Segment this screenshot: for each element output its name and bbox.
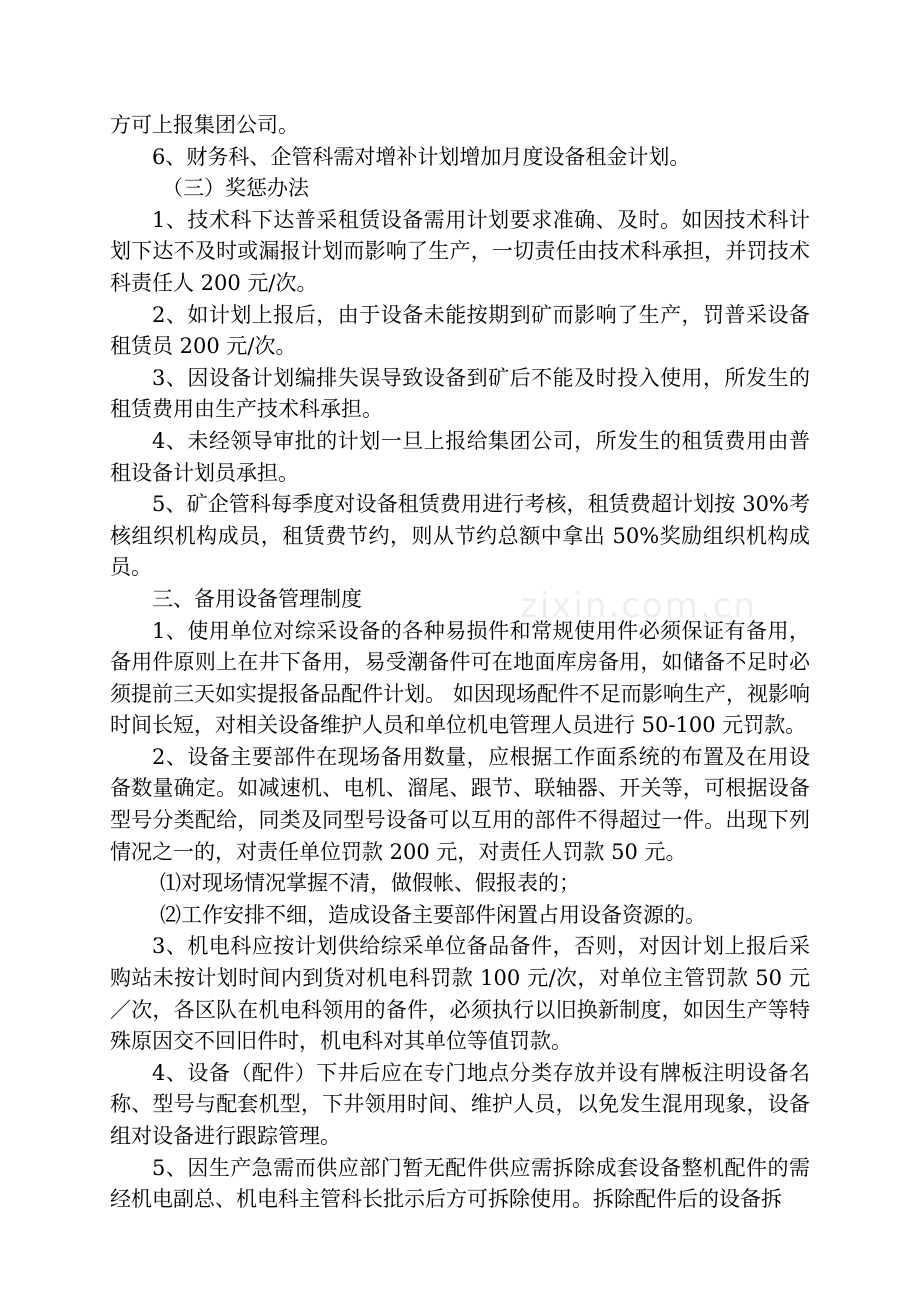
paragraph-reward-1: 1、技术科下达普采租赁设备需用计划要求准确、及时。如因技术科计划下达不及时或漏报计划而影响了生产，一切责任由技术科承担，并罚技术科责任人 200 元/次。 [110, 207, 810, 295]
paragraph-reward-2: 2、如计划上报后，由于设备未能按期到矿而影响了生产，罚普采设备租赁员 200 元/次。 [110, 302, 810, 359]
paragraph-spare-2-case-2: ⑵工作安排不细，造成设备主要部件闲置占用设备资源的。 [160, 902, 706, 927]
paragraph-spare-2-case-1: ⑴对现场情况掌握不清，做假帐、假报表的； [160, 871, 580, 896]
section-heading-spare-equipment: 三、备用设备管理制度 [152, 586, 362, 611]
paragraph-item-6: 6、财务科、企管科需对增补计划增加月度设备租金计划。 [152, 144, 691, 169]
site-watermark: zixin.com.cn [520, 586, 757, 626]
paragraph-reward-4: 4、未经领导审批的计划一旦上报给集团公司，所发生的租赁费用由普租设备计划员承担。 [110, 428, 810, 485]
paragraph-continuation: 方可上报集团公司。 [110, 113, 299, 137]
section-heading-rewards: （三）奖惩办法 [162, 176, 309, 201]
paragraph-reward-5: 5、矿企管科每季度对设备租赁费用进行考核，租赁费超计划按 30%考核组织机构成员，租赁费节约，则从节约总额中拿出 50%奖励组织机构成员。 [110, 492, 810, 580]
paragraph-spare-1: 1、使用单位对综采设备的各种易损件和常规使用件必须保证有备用，备用件原则上在井下备用，易受潮备件可在地面库房备用，如储备不足时必须提前三天如实提报备品配件计划。 如因现场配件不足而影响生产，视影响时间长短，对相关设备维护人员和单位机电管理人员进行 50-100 元罚款。 [110, 618, 810, 738]
paragraph-spare-2: 2、设备主要部件在现场备用数量，应根据工作面系统的布置及在用设备数量确定。如减速机、电机、溜尾、跟节、联轴器、开关等，可根据设备型号分类配给，同类及同型号设备可以互用的部件不得超过一件。出现下列情况之一的，对责任单位罚款 200 元，对责任人罚款 50 元。 [110, 744, 810, 864]
document-page [110, 110, 810, 1216]
paragraph-spare-5: 5、因生产急需而供应部门暂无配件供应需拆除成套设备整机配件的需经机电副总、机电科主管科长批示后方可拆除使用。拆除配件后的设备拆 [110, 1155, 810, 1212]
paragraph-spare-4: 4、设备（配件）下井后应在专门地点分类存放并设有牌板注明设备名称、型号与配套机型，下井领用时间、维护人员，以免发生混用现象，设备组对设备进行跟踪管理。 [110, 1060, 810, 1148]
paragraph-reward-3: 3、因设备计划编排失误导致设备到矿后不能及时投入使用，所发生的租赁费用由生产技术科承担。 [110, 365, 810, 422]
paragraph-spare-3: 3、机电科应按计划供给综采单位备品备件，否则，对因计划上报后采购站未按计划时间内到货对机电科罚款 100 元/次，对单位主管罚款 50 元／次，各区队在机电科领用的备件，必须执行以旧换新制度，如因生产等特殊原因交不回旧件时，机电科对其单位等值罚款。 [110, 934, 810, 1054]
